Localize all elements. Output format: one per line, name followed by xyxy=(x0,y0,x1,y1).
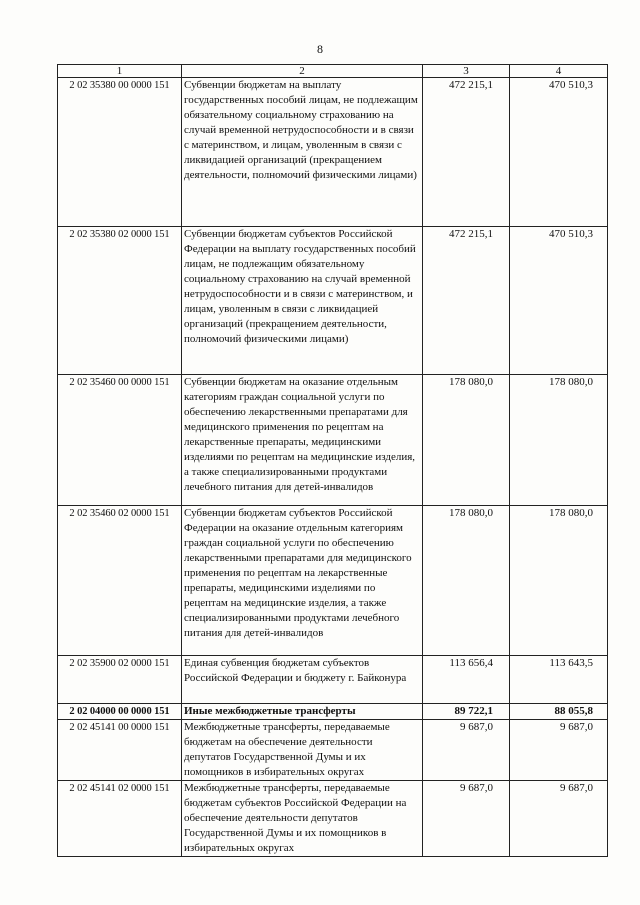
row-value-4: 113 643,5 xyxy=(510,656,608,704)
budget-table xyxy=(57,64,608,857)
row-code: 2 02 35460 00 0000 151 xyxy=(58,375,182,506)
column-header-4: 4 xyxy=(510,65,608,78)
row-value-3: 472 215,1 xyxy=(423,227,510,375)
row-name: Единая субвенция бюджетам субъектов Российской Федерации и бюджету г. Байконура xyxy=(182,656,423,704)
row-name: Межбюджетные трансферты, передаваемые бюджетам на обеспечение деятельности депутатов Государственной Думы и их помощников в избирательных округах xyxy=(182,720,423,781)
row-name: Межбюджетные трансферты, передаваемые бюджетам субъектов Российской Федерации на обеспечение деятельности депутатов Государственной Думы и их помощников в избирательных округах xyxy=(182,781,423,857)
row-value-3: 9 687,0 xyxy=(423,781,510,857)
row-value-3: 89 722,1 xyxy=(423,704,510,720)
row-value-4: 178 080,0 xyxy=(510,506,608,656)
row-value-3: 472 215,1 xyxy=(423,78,510,227)
row-code: 2 02 45141 00 0000 151 xyxy=(58,720,182,781)
column-header-1: 1 xyxy=(58,65,182,78)
row-value-4: 470 510,3 xyxy=(510,227,608,375)
row-code: 2 02 04000 00 0000 151 xyxy=(58,704,182,720)
row-value-4: 470 510,3 xyxy=(510,78,608,227)
row-value-4: 88 055,8 xyxy=(510,704,608,720)
row-value-4: 9 687,0 xyxy=(510,781,608,857)
row-value-4: 178 080,0 xyxy=(510,375,608,506)
table-row xyxy=(58,720,608,781)
table-row xyxy=(58,781,608,857)
table-row xyxy=(58,656,608,704)
row-name: Субвенции бюджетам субъектов Российской Федерации на выплату государственных пособий лицам, не подлежащим обязательному социальному страхованию на случай временной нетрудоспособности и в связи с материнством, и лицам, уволенным в связи с ликвидацией организаций (прекращением деятельности, полномочий физическими лицами) xyxy=(182,227,423,375)
row-name: Иные межбюджетные трансферты xyxy=(182,704,423,720)
row-name: Субвенции бюджетам на оказание отдельным категориям граждан социальной услуги по обеспечению лекарственными препаратами для медицинского применения по рецептам на лекарственные препараты, медицинскими изделиями по рецептам на медицинские изделия, а также специализированными продуктами лечебного питания для детей-инвалидов xyxy=(182,375,423,506)
row-code: 2 02 35380 02 0000 151 xyxy=(58,227,182,375)
table-row xyxy=(58,704,608,720)
row-code: 2 02 45141 02 0000 151 xyxy=(58,781,182,857)
row-value-3: 178 080,0 xyxy=(423,506,510,656)
row-name: Субвенции бюджетам субъектов Российской Федерации на оказание отдельным категориям граждан социальной услуги по обеспечению лекарственными препаратами для медицинского применения по рецептам на лекарственные препараты, медицинскими изделиями по рецептам на медицинские изделия, а также специализированными продуктами лечебного питания для детей-инвалидов xyxy=(182,506,423,656)
table-row xyxy=(58,227,608,375)
row-value-4: 9 687,0 xyxy=(510,720,608,781)
row-code: 2 02 35460 02 0000 151 xyxy=(58,506,182,656)
row-code: 2 02 35380 00 0000 151 xyxy=(58,78,182,227)
table-row xyxy=(58,375,608,506)
table-row xyxy=(58,78,608,227)
page-number: 8 xyxy=(317,42,323,56)
row-value-3: 113 656,4 xyxy=(423,656,510,704)
row-value-3: 178 080,0 xyxy=(423,375,510,506)
table-row xyxy=(58,506,608,656)
column-header-3: 3 xyxy=(423,65,510,78)
table-header-row xyxy=(58,65,608,78)
row-name: Субвенции бюджетам на выплату государственных пособий лицам, не подлежащим обязательному социальному страхованию на случай временной нетрудоспособности и в связи с материнством, и лицам, уволенным в связи с ликвидацией организаций (прекращением деятельности, полномочий физическими лицами) xyxy=(182,78,423,227)
column-header-2: 2 xyxy=(182,65,423,78)
row-code: 2 02 35900 02 0000 151 xyxy=(58,656,182,704)
row-value-3: 9 687,0 xyxy=(423,720,510,781)
